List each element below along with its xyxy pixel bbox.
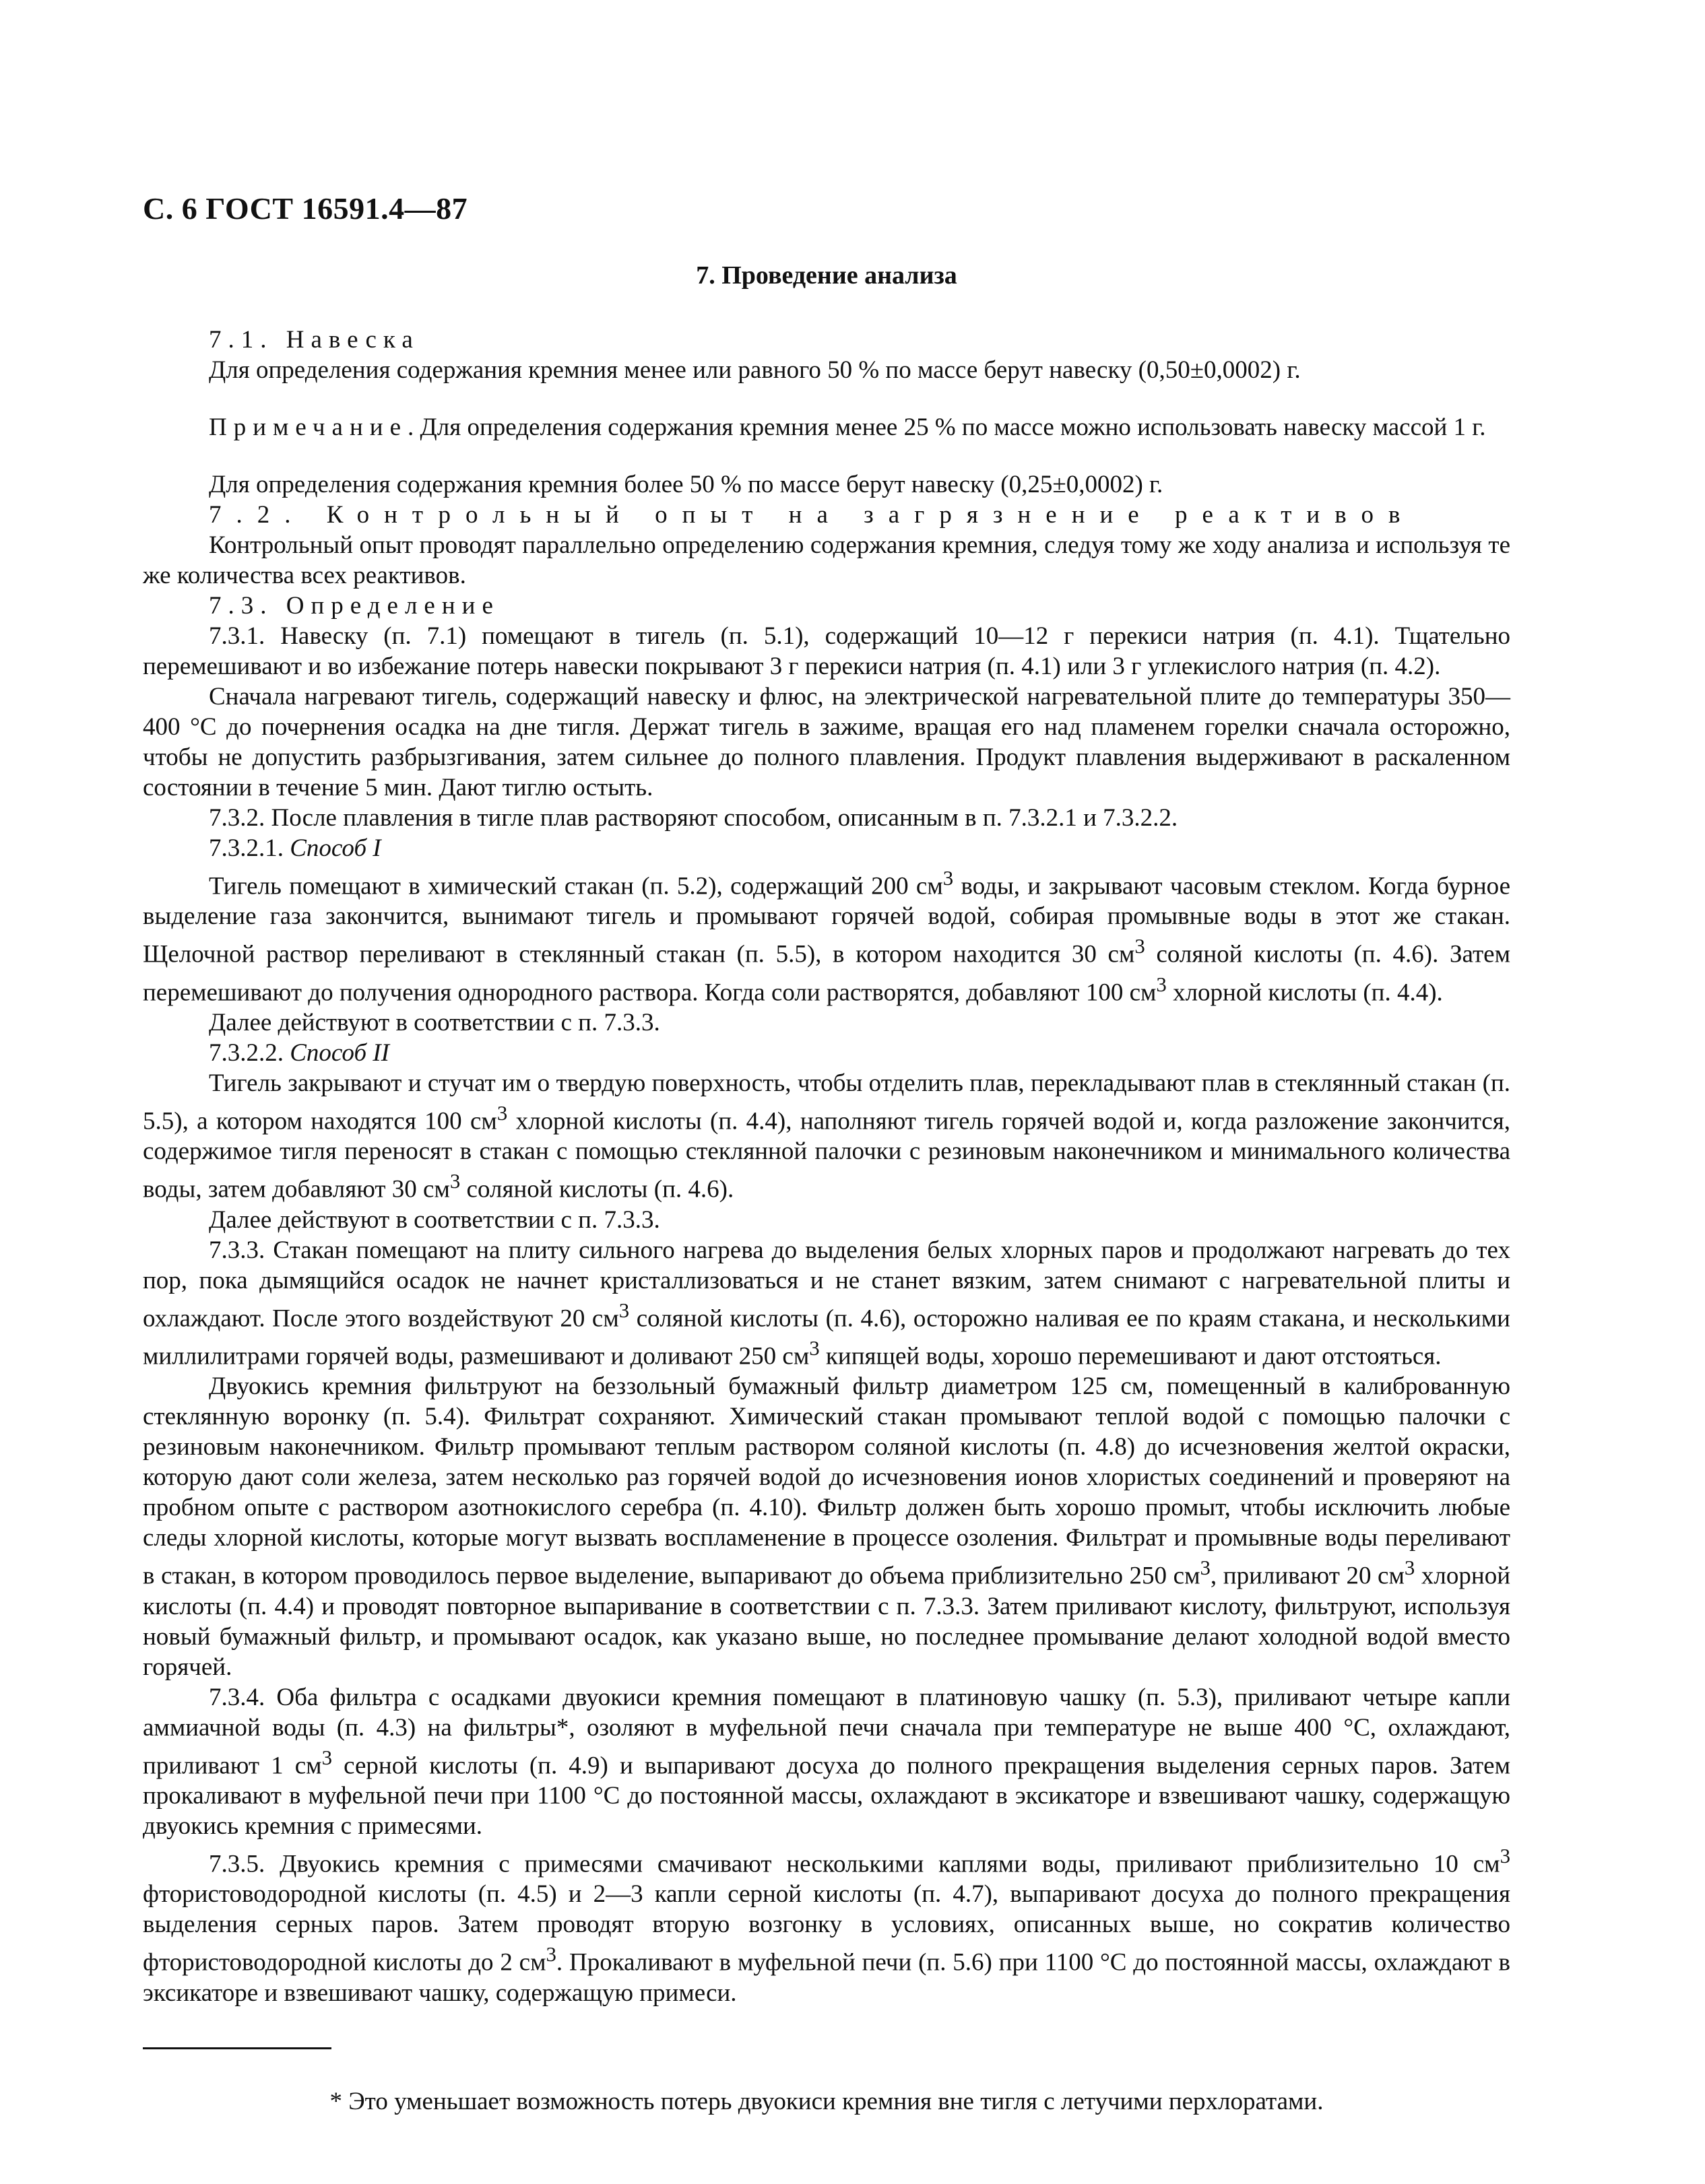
clause-7-3-5: 7.3.5. Двуокись кремния с примесями смачивают несколькими каплями воды, приливают приблизительно 10 $см^3$ фтористоводородной кислоты (п. 4.5) и 2—3 капли серной кислоты (п. 4.7), выпаривают досуха до полного прекращения выделения серных паров. Затем проводят вторую возгонку в условиях, описанных выше, но сократив количество фтористоводородной кислоты до 2 $см^3$. Прокаливают в муфельной печи (п. 5.6) при 1100 °С до постоянной массы, охлаждают в эксикаторе и взвешивают чашку, содержащую примеси. <box>143 1844 1510 2007</box>
footnote: * Это уменьшает возможность потерь двуокиси кремния вне тигля с летучими перхлоратами. <box>329 2088 1324 2115</box>
clause-7-2-text: Контрольный опыт проводят параллельно определению содержания кремния, следуя тому же ходу анализа и используя те же количества всех реактивов. <box>143 531 1510 589</box>
clause-7-3-2: 7.3.2. После плавления в тигле плав растворяют способом, описанным в п. 7.3.2.1 и 7.3.2.2. <box>209 804 1178 832</box>
clause-7-3-2-1-text: Тигель помещают в химический стакан (п. 5.2), содержащий 200 $см^3$ воды, и закрывают часовым стеклом. Когда бурное выделение газа закончится, вынимают тигель и промывают горячей водой, собирая промывные воды в этот же стакан. Щелочной раствор переливают в стеклянный стакан (п. 5.5), в котором находится 30 $см^3$ соляной кислоты (п. 4.6). Затем перемешивают до получения однородного раствора. Когда соли растворятся, добавляют 100 $см^3$ хлорной кислоты (п. 4.4). <box>143 867 1510 1006</box>
section-title: 7. Проведение анализа <box>696 261 957 290</box>
clause-7-1-text-2: Для определения содержания кремния более 50 % по массе берут навеску (0,25±0,0002) г. <box>209 471 1163 498</box>
clause-7-3-2-2-heading: 7.3.2.2. Способ II <box>209 1038 389 1067</box>
clause-7-2-heading: 7.2. Контрольный опыт на загрязнение реактивов <box>209 501 1415 529</box>
clause-7-3-4: 7.3.4. Оба фильтра с осадками двуокиси кремния помещают в платиновую чашку (п. 5.3), приливают четыре капли аммиачной воды (п. 4.3) на фильтры*, озоляют в муфельной печи сначала при температуре не выше 400 °С, охлаждают, приливают 1 $см^3$ серной кислоты (п. 4.9) и выпаривают досуха до полного прекращения выделения серных паров. Затем прокаливают в муфельной печи при 1100 °С до постоянной массы, охлаждают в эксикаторе и взвешивают чашку, содержащую двуокись кремния с примесями. <box>143 1683 1510 1840</box>
page-header: С. 6 ГОСТ 16591.4—87 <box>143 191 468 226</box>
note-label: Примечание <box>209 413 408 441</box>
footnote-rule <box>143 2047 331 2049</box>
clause-7-1-text: Для определения содержания кремния менее или равного 50 % по массе берут навеску (0,50±0,0002) г. <box>209 356 1301 384</box>
document-body <box>143 325 1510 2008</box>
clause-7-3-3: 7.3.3. Стакан помещают на плиту сильного нагрева до выделения белых хлорных паров и продолжают нагревать до тех пор, пока дымящийся осадок не начнет кристаллизоваться и не станет вязким, затем снимают с нагревательной плиты и охлаждают. После этого воздействуют 20 $см^3$ соляной кислоты (п. 4.6), осторожно наливая ее по краям стакана, и несколькими миллилитрами горячей воды, размешивают и доливают 250 $см^3$ кипящей воды, хорошо перемешивают и дают отстояться. <box>143 1236 1510 1370</box>
clause-7-3-3-b: Двуокись кремния фильтруют на беззольный бумажный фильтр диаметром 125 см, помещенный в калиброванную стеклянную воронку (п. 5.4). Фильтрат сохраняют. Химический стакан промывают теплой водой с помощью палочки с резиновым наконечником. Фильтр промывают теплым раствором соляной кислоты (п. 4.8) до исчезновения желтой окраски, которую дают соли железа, затем несколько раз горячей водой до исчезновения ионов хлористых соединений и проверяют на пробном опыте с раствором азотнокислого серебра (п. 4.10). Фильтр должен быть хорошо промыт, чтобы исключить любые следы хлорной кислоты, которые могут вызвать воспламенение в процессе озоления. Фильтрат и промывные воды переливают в стакан, в котором проводилось первое выделение, выпаривают до объема приблизительно 250 $см^3$, приливают 20 $см^3$ хлорной кислоты (п. 4.4) и проводят повторное выпаривание в соответствии с п. 7.3.3. Затем приливают кислоту, фильтруют, используя новый бумажный фильтр, и промывают осадок, как указано выше, но последнее промывание делают холодной водой вместо горячей. <box>143 1372 1510 1681</box>
clause-7-3-2-2-next: Далее действуют в соответствии с п. 7.3.3. <box>209 1205 660 1234</box>
clause-7-3-2-2-text: Тигель закрывают и стучат им о твердую поверхность, чтобы отделить плав, перекладывают плав в стеклянный стакан (п. 5.5), а котором находятся 100 $см^3$ хлорной кислоты (п. 4.4), наполняют тигель горячей водой и, когда разложение закончится, содержимое тигля переносят в стакан с помощью стеклянной палочки с резиновым наконечником и минимального количества воды, затем добавляют 30 $см^3$ соляной кислоты (п. 4.6). <box>143 1069 1510 1203</box>
clause-7-1-heading: 7.1. Навеска <box>209 326 420 354</box>
clause-7-3-1: 7.3.1. Навеску (п. 7.1) помещают в тигель (п. 5.1), содержащий 10—12 г перекиси натрия (п. 4.1). Тщательно перемешивают и во избежание потерь навески покрывают 3 г перекиси натрия (п. 4.1) или 3 г углекислого натрия (п. 4.2). <box>143 622 1510 680</box>
method-1-title: Способ I <box>290 834 381 862</box>
note-text: . Для определения содержания кремния менее 25 % по массе можно использовать навеску массой 1 г. <box>408 413 1486 441</box>
clause-7-3-heading: 7.3. Определение <box>209 592 500 620</box>
method-2-title: Способ II <box>290 1038 389 1067</box>
note <box>143 412 1510 442</box>
clause-7-3-2-1-heading: 7.3.2.1. Способ I <box>209 834 381 862</box>
clause-7-3-2-1-next: Далее действуют в соответствии с п. 7.3.3. <box>209 1008 660 1036</box>
clause-7-3-1-b: Сначала нагревают тигель, содержащий навеску и флюс, на электрической нагревательной плите до температуры 350—400 °С до почернения осадка на дне тигля. Держат тигель в зажиме, вращая его над пламенем горелки сначала осторожно, чтобы не допустить разбрызгивания, затем сильнее до полного плавления. Продукт плавления выдерживают в раскаленном состоянии в течение 5 мин. Дают тиглю остыть. <box>143 683 1510 801</box>
